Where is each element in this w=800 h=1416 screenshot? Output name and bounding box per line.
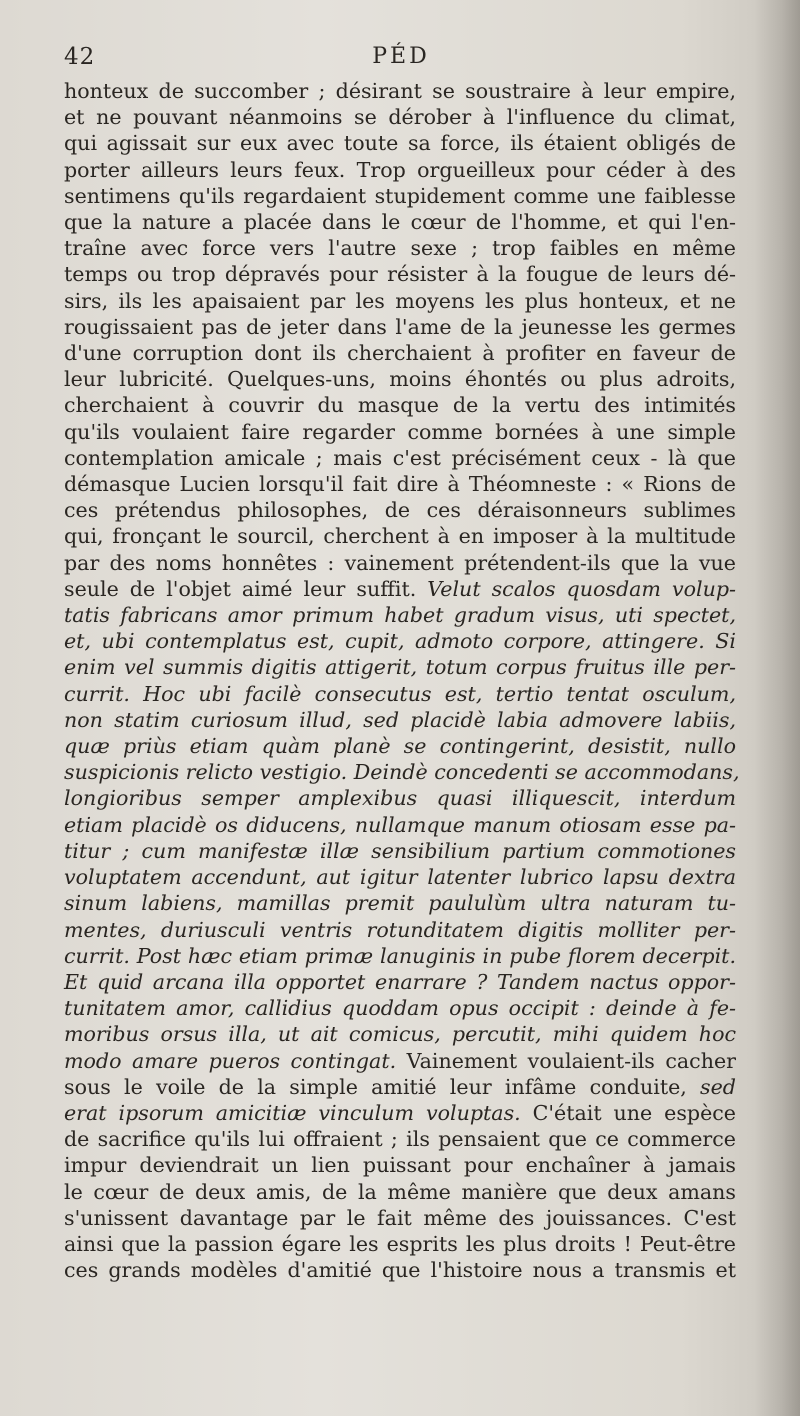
italic-latin-segment: et, ubi contemplatus est, cupit, admoto corpore, attingere. Si — [64, 629, 736, 654]
text-segment: ces prétendus philosophes, de ces déraisonneurs sublimes — [64, 498, 736, 523]
text-segment: ainsi que la passion égare les esprits les plus droits ! Peut-être — [64, 1231, 736, 1256]
italic-latin-segment: tatis fabricans amor primum habet gradum visus, uti spectet, — [64, 603, 736, 628]
text-line — [64, 943, 736, 969]
text-line — [64, 759, 740, 785]
italic-latin-segment: enim vel summis digitis attigerit, totum corpus fruitus ille per- — [64, 655, 736, 680]
text-line — [64, 654, 736, 680]
italic-latin-segment: mentes, duriusculi ventris rotunditatem digitis molliter per- — [64, 917, 736, 942]
text-segment: rougissaient pas de jeter dans l'ame de la jeunesse les germes — [64, 314, 736, 339]
text-line — [64, 1179, 736, 1205]
text-line — [64, 1021, 736, 1047]
text-segment: impur deviendrait un lien puissant pour enchaîner à jamais — [64, 1153, 736, 1178]
text-line — [64, 288, 736, 314]
text-segment: de sacrifice qu'ils lui offraient ; ils pensaient que ce commerce — [64, 1127, 736, 1152]
text-line — [64, 969, 736, 995]
text-line — [64, 681, 736, 707]
italic-latin-segment: currit. Post hæc etiam primæ lanuginis in pube florem decerpit. — [64, 943, 736, 968]
text-line — [64, 812, 736, 838]
text-segment: porter ailleurs leurs feux. Trop orgueilleux pour céder à des — [64, 157, 736, 182]
italic-latin-segment: moribus orsus illa, ut ait comicus, percutit, mihi quidem hoc — [64, 1022, 736, 1047]
text-segment: le cœur de deux amis, de la même manière que deux amans — [64, 1179, 736, 1204]
italic-latin-segment: sinum labiens, mamillas premit paululùm ultra naturam tu- — [64, 891, 736, 916]
text-line — [64, 917, 736, 943]
italic-latin-segment: Et quid arcana illa opportet enarrare ? Tandem nactus oppor- — [64, 969, 736, 994]
text-line — [64, 1257, 736, 1283]
italic-latin-segment: Velut scalos quosdam volup- — [427, 576, 737, 601]
text-segment: contemplation amicale ; mais c'est précisément ceux - là que — [64, 445, 736, 470]
running-head: PÉD — [372, 44, 430, 69]
text-line — [64, 1126, 736, 1152]
text-line — [64, 1231, 736, 1257]
text-segment: qu'ils voulaient faire regarder comme bornées à une simple — [64, 419, 736, 444]
text-segment: qui agissait sur eux avec toute sa force, ils étaient obligés de — [64, 131, 736, 156]
text-line — [64, 707, 736, 733]
italic-latin-segment: etiam placidè os diducens, nullamque manum otiosam esse pa- — [64, 812, 736, 837]
text-segment: honteux de succomber ; désirant se soustraire à leur empire, — [64, 79, 736, 103]
page-header — [64, 44, 738, 78]
text-line — [64, 497, 736, 523]
text-segment: d'une corruption dont ils cherchaient à profiter en faveur de — [64, 341, 736, 366]
italic-latin-segment: titur ; cum manifestæ illæ sensibilium partium commotiones — [64, 838, 736, 863]
text-segment: par des noms honnêtes : vainement prétendent-ils que la vue — [64, 550, 736, 575]
text-line — [64, 890, 736, 916]
text-line — [64, 785, 736, 811]
text-segment: ces grands modèles d'amitié que l'histoire nous a transmis et — [64, 1258, 736, 1283]
text-line — [64, 392, 736, 418]
text-line — [64, 445, 736, 471]
italic-latin-segment: quæ priùs etiam quàm planè se contingerint, desistit, nullo — [64, 734, 736, 759]
text-line — [64, 157, 736, 183]
italic-latin-segment: tunitatem amor, callidius quoddam opus occipit : deinde à fe- — [64, 996, 736, 1021]
text-segment: traîne avec force vers l'autre sexe ; trop faibles en même — [64, 236, 736, 261]
text-line — [64, 1048, 736, 1074]
text-segment: s'unissent davantage par le fait même des jouissances. C'est — [64, 1205, 736, 1230]
text-segment: et ne pouvant néanmoins se dérober à l'influence du climat, — [64, 105, 736, 130]
text-segment: démasque Lucien lorsqu'il fait dire à Théomneste : « Rions de — [64, 472, 736, 497]
text-line — [64, 523, 736, 549]
text-segment: que la nature a placée dans le cœur de l'homme, et qui l'en- — [64, 210, 736, 235]
text-line — [64, 602, 736, 628]
italic-latin-segment: longioribus semper amplexibus quasi illiquescit, interdum — [64, 786, 736, 811]
text-segment: sirs, ils les apaisaient par les moyens les plus honteux, et ne — [64, 288, 736, 313]
body-text — [64, 78, 740, 1283]
text-line — [64, 864, 736, 890]
italic-latin-segment: voluptatem accendunt, aut igitur latenter lubrico lapsu dextra — [64, 865, 736, 890]
italic-latin-segment: suspicionis relicto vestigio. Deindè concedenti se accommodans, — [64, 760, 740, 785]
text-line — [64, 314, 736, 340]
text-line — [64, 1205, 736, 1231]
text-segment: sous le voile de la simple amitié leur infâme conduite, — [64, 1074, 701, 1099]
page-edge-shadow — [754, 0, 800, 1416]
text-line — [64, 78, 736, 104]
text-segment: cherchaient à couvrir du masque de la vertu des intimités — [64, 393, 736, 418]
italic-latin-segment: currit. Hoc ubi facilè consecutus est, tertio tentat osculum, — [64, 681, 736, 706]
text-line — [64, 419, 736, 445]
text-segment: temps ou trop dépravés pour résister à la fougue de leurs dé- — [64, 262, 736, 287]
text-line — [64, 366, 736, 392]
text-line — [64, 471, 736, 497]
text-segment: sentimens qu'ils regardaient stupidement comme une faiblesse — [64, 183, 736, 208]
page-number: 42 — [64, 44, 96, 70]
text-line — [64, 104, 736, 130]
text-line — [64, 733, 736, 759]
text-segment: Vainement voulaient-ils cacher — [406, 1048, 736, 1073]
text-line — [64, 1100, 736, 1126]
text-line — [64, 183, 736, 209]
text-line — [64, 130, 736, 156]
text-line — [64, 628, 736, 654]
italic-latin-segment: non statim curiosum illud, sed placidè labia admovere labiis, — [64, 707, 736, 732]
text-line — [64, 1074, 736, 1100]
text-line — [64, 838, 736, 864]
text-line — [64, 261, 736, 287]
text-line — [64, 550, 736, 576]
text-line — [64, 995, 736, 1021]
italic-latin-segment: sed — [700, 1074, 736, 1099]
italic-latin-segment: modo amare pueros contingat. — [64, 1048, 407, 1073]
text-line — [64, 235, 736, 261]
text-segment: qui, fronçant le sourcil, cherchent à en imposer à la multitude — [64, 524, 736, 549]
text-segment: leur lubricité. Quelques-uns, moins éhontés ou plus adroits, — [64, 367, 736, 392]
text-segment: seule de l'objet aimé leur suffit. — [64, 576, 428, 601]
text-segment: C'était une espèce — [532, 1100, 736, 1125]
text-line — [64, 209, 736, 235]
text-line — [64, 1152, 736, 1178]
text-line — [64, 340, 736, 366]
italic-latin-segment: erat ipsorum amicitiæ vinculum voluptas. — [64, 1100, 533, 1125]
text-line — [64, 576, 736, 602]
